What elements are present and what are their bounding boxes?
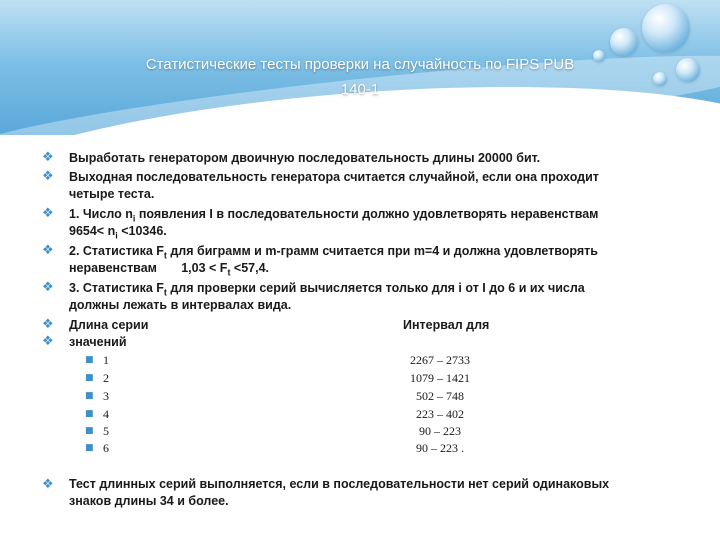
bullet-text: 3. Статистика $F_t$ для проверки серий вычисляется только для i от I до 6 и их числа	[69, 281, 585, 298]
diamond-bullet-icon: ❖	[42, 280, 54, 295]
diamond-bullet-icon: ❖	[42, 477, 54, 492]
slide-title-line2: 140-1	[340, 81, 380, 98]
bullet-text-continued: $9654< n_i <10346$.	[69, 224, 167, 241]
square-bullet-icon: ■	[85, 426, 94, 436]
final-bullet-text: Тест длинных серий выполняется, если в последовательности нет серий одинаковых	[69, 477, 610, 491]
table-row-length: 4	[103, 407, 109, 421]
final-bullet-text-continued: знаков длины 34 и более.	[69, 494, 229, 508]
diamond-bullet-icon: ❖	[42, 206, 54, 221]
bullet-text: 1. Число $n_i$ появления I в последовательности должно удовлетворять неравенствам	[69, 207, 599, 224]
table-row-interval: 90 – 223 .	[416, 441, 464, 455]
interval-header: Интервал для	[403, 318, 490, 332]
bubble-decoration	[642, 4, 690, 52]
square-bullet-icon: ■	[85, 443, 94, 453]
square-bullet-icon: ■	[85, 391, 94, 401]
diamond-bullet-icon: ❖	[42, 317, 54, 332]
bullet-text: Выработать генератором двоичную последовательность длины 20000 бит.	[69, 151, 541, 165]
bullet-text-continued: должны лежать в интервалах вида.	[69, 298, 292, 312]
bullet-text: Выходная последовательность генератора считается случайной, если она проходит	[69, 170, 599, 184]
table-row-length: 6	[103, 441, 109, 455]
diamond-bullet-icon: ❖	[42, 150, 54, 165]
table-row-length: 1	[103, 353, 109, 367]
slide-title	[60, 52, 660, 102]
table-row-interval: 223 – 402	[416, 407, 464, 421]
table-row-length: 2	[103, 371, 109, 385]
bullet-text-continued: четыре теста.	[69, 187, 155, 201]
table-row-interval: 2267 – 2733	[410, 353, 470, 367]
series-length-header: Длина серии	[69, 318, 149, 332]
table-row-interval: 502 – 748	[416, 389, 464, 403]
table-row-interval: 1079 – 1421	[410, 371, 470, 385]
slide-title-line1: Статистические тесты проверки на случайность по FIPS PUB	[145, 56, 575, 73]
bullet-text-continued: неравенствам $1,03 < F_t <57,4$.	[69, 261, 270, 278]
table-row-interval: 90 – 223	[419, 424, 461, 438]
diamond-bullet-icon: ❖	[42, 169, 54, 184]
table-row-length: 5	[103, 424, 109, 438]
square-bullet-icon: ■	[85, 373, 94, 383]
values-header: значений	[69, 335, 127, 349]
bullet-text: 2. Статистика $F_t$ для биграмм и m-грамм считается при m=4 и должна удовлетворять	[69, 244, 598, 261]
table-row-length: 3	[103, 389, 109, 403]
diamond-bullet-icon: ❖	[42, 243, 54, 258]
square-bullet-icon: ■	[85, 409, 94, 419]
square-bullet-icon: ■	[85, 355, 94, 365]
diamond-bullet-icon: ❖	[42, 334, 54, 349]
bubble-decoration	[676, 58, 700, 82]
